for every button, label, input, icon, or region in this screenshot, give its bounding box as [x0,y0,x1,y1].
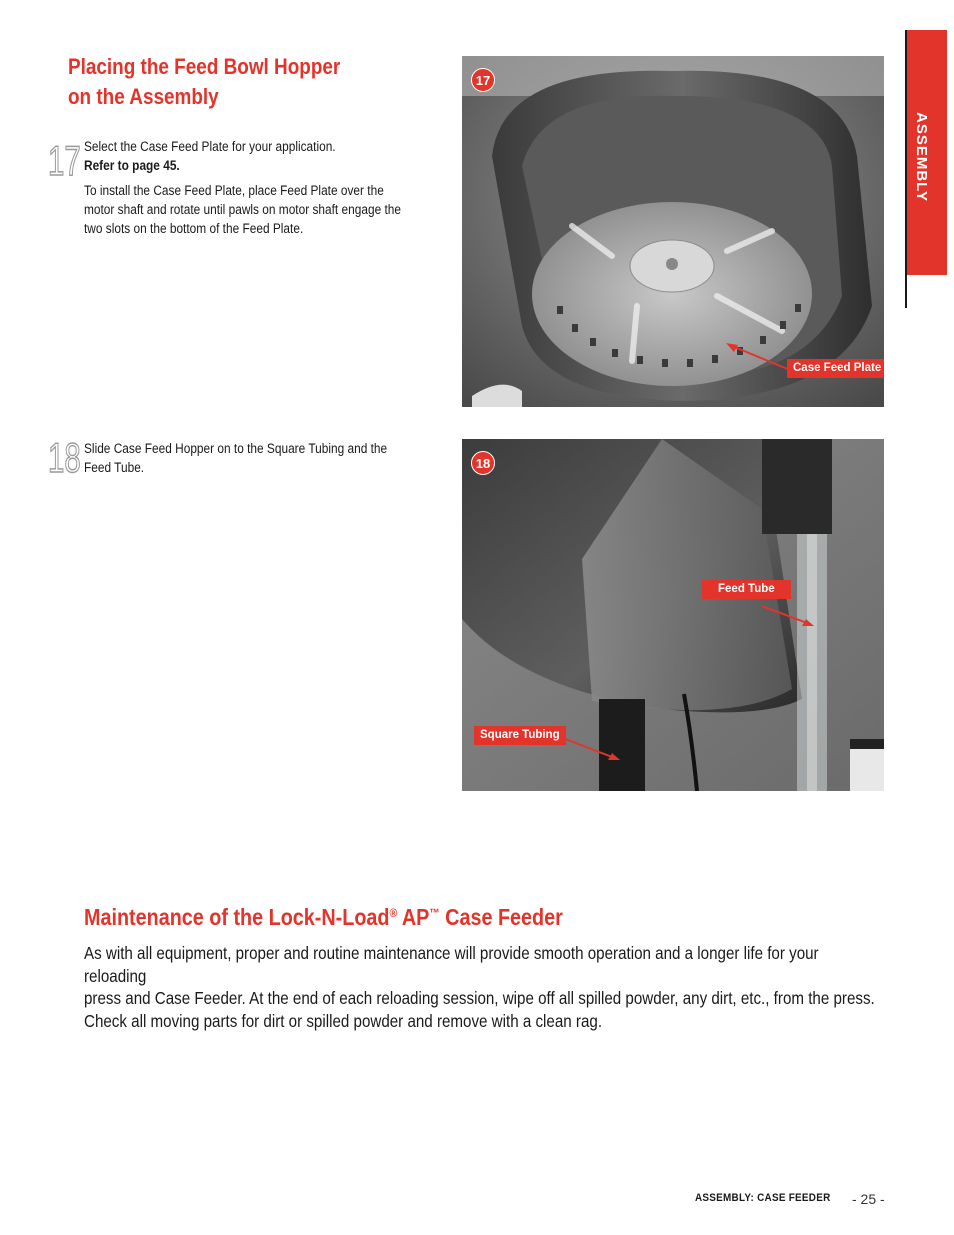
step-17-text [84,137,427,238]
step-17-para2-line3: two slots on the bottom of the Feed Plate. [84,221,304,236]
step-17-line1: Select the Case Feed Plate for your application. [84,139,336,154]
maintenance-line1: As with all equipment, proper and routine maintenance will provide smooth operation and a longer life for your reloading [84,943,819,986]
feed-bowl-illustration [462,56,884,407]
section-title-line1: Placing the Feed Bowl Hopper [68,54,341,79]
step-18-line2: Feed Tube. [84,460,145,475]
step-17-para2-line2: motor shaft and rotate until pawls on motor shaft engage the [84,202,401,217]
step-17-line2: Refer to page 45. [84,158,180,173]
step-number-17: 17 [48,137,81,184]
step-17-para2-line1: To install the Case Feed Plate, place Feed Plate over the [84,183,384,198]
page-number: - 25 - [852,1191,885,1207]
side-tab-label: ASSEMBLY [913,112,930,202]
step-number-18: 18 [48,434,81,481]
maintenance-line2: press and Case Feeder. At the end of each reloading session, wipe off all spilled powder, any dirt, etc., from the press. [84,988,875,1008]
callout-square-tubing: Square Tubing [474,726,566,745]
step-18-line1: Slide Case Feed Hopper on to the Square Tubing and the [84,441,388,456]
photo-17-badge: 17 [471,68,495,92]
maintenance-paragraph [84,942,881,1032]
section-title-line2: on the Assembly [68,84,219,109]
callout-case-feed-plate: Case Feed Plate [787,359,884,378]
photo-case-feed-plate [462,56,884,407]
maintenance-line3: Check all moving parts for dirt or spilled powder and remove with a clean rag. [84,1010,603,1031]
photo-18-badge: 18 [471,451,495,475]
footer-section-label: ASSEMBLY: CASE FEEDER [695,1192,831,1204]
section-title-feed-bowl [68,52,378,112]
section-title-maintenance: Maintenance of the Lock-N-Load® AP™ Case Feeder [84,904,563,930]
photo-hopper-on-tubing [462,439,884,791]
step-18-text [84,439,427,477]
callout-feed-tube: Feed Tube [702,580,791,599]
